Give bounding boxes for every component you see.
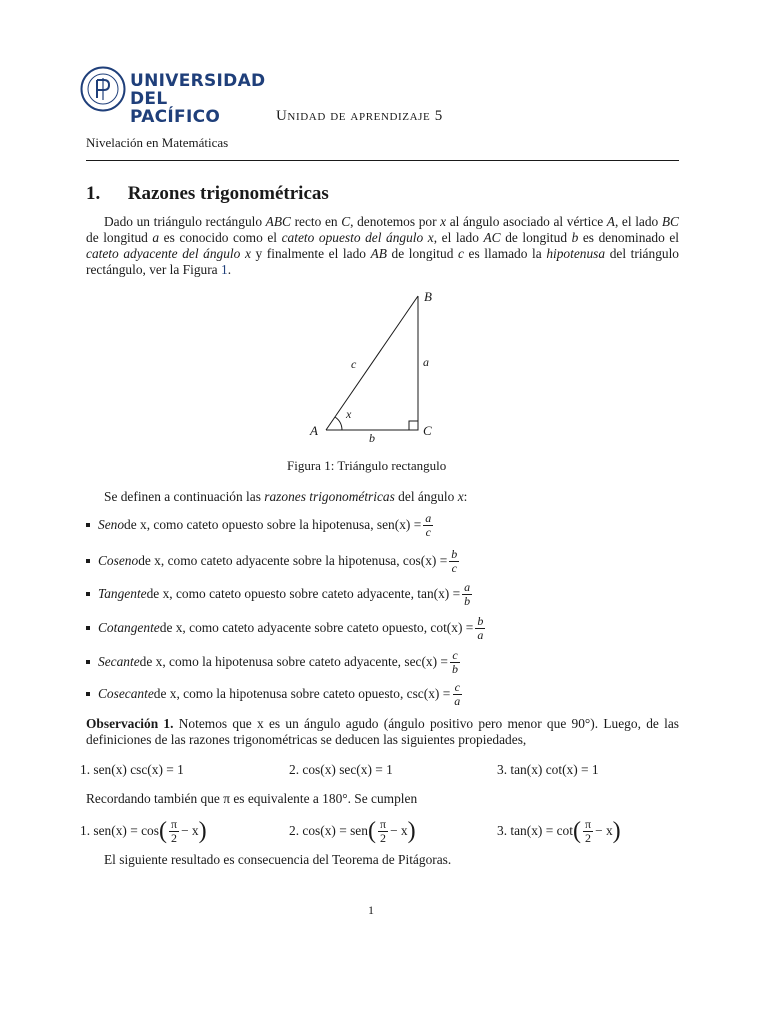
text: al ángulo asociado al vértice [446,214,607,229]
numerator: c [452,647,458,662]
denominator: a [477,627,484,642]
function-name: Cotangente [98,620,160,635]
text: de longitud [500,230,572,245]
logo-line-1: UNIVERSIDAD [130,71,266,91]
fraction [378,818,388,845]
right-paren: ) [198,818,207,844]
fraction [462,581,472,608]
identity-lhs: 2. cos(x) = sen [289,823,368,838]
page-number: 1 [368,903,374,917]
math-var: b [571,230,579,245]
denominator: c [425,524,431,539]
text: es denominado el [578,230,680,245]
math-var: AC [483,230,501,245]
denominator: a [454,693,461,708]
identity-tail: − x [595,823,613,838]
definition-text: de x, como la hipotenusa sobre cateto opuesto, csc(x) = [153,686,451,701]
figure-caption: Figura 1: Triángulo rectangulo [287,458,447,473]
label-x: x [346,407,352,421]
numerator: π [170,816,178,831]
list-item [86,511,686,539]
math-var: AB [370,246,387,261]
label-A: A [310,423,318,438]
text: del ángulo [394,489,458,504]
bullet-icon [86,523,90,527]
identity-item: 3. tan(x) cot(x) = 1 [497,762,599,777]
fraction [423,512,433,539]
definition-text: de x, como la hipotenusa sobre cateto adyacente, sec(x) = [139,654,448,669]
course-name: Nivelación en Matemáticas [86,135,229,150]
left-paren: ( [367,818,376,844]
emphasis: cateto adyacente del ángulo x [86,246,251,261]
fraction [169,818,179,845]
recall-text: Recordando también que π es equivalente a 180°. Se cumplen [86,791,418,806]
definitions-intro [104,489,679,505]
closing-text: El siguiente resultado es consecuencia del Teorema de Pitágoras. [104,852,452,867]
fraction [449,548,459,575]
right-angle-mark [409,421,418,430]
denominator: c [451,560,457,575]
text: , el lado [614,214,662,229]
function-name: Secante [98,654,140,669]
identity-item [497,816,621,846]
label-b: b [369,431,375,445]
text: de longitud [86,230,153,245]
numerator: π [379,816,387,831]
university-seal-icon [80,66,126,112]
label-c: c [351,357,357,371]
unit-title: Unidad de aprendizaje 5 [276,108,443,124]
list-item [86,547,686,575]
identity-item: 2. cos(x) sec(x) = 1 [289,762,393,777]
math-var: C [341,214,351,229]
fraction [583,818,593,845]
identity-lhs: 3. tan(x) = cot [497,823,573,838]
math-var: x [440,214,447,229]
observation-paragraph [86,716,679,748]
university-logo [80,66,266,127]
section-title [86,183,329,205]
text: : [463,489,468,504]
function-name: Cosecante [98,686,154,701]
emphasis: cateto opuesto del ángulo x [281,230,434,245]
text: Dado un triángulo rectángulo [104,214,266,229]
math-var: c [458,246,464,261]
closing-paragraph [104,852,679,868]
definition-text: de x, como cateto adyacente sobre la hipotenusa, cos(x) = [138,553,448,568]
denominator: 2 [585,830,592,845]
right-paren: ) [407,818,416,844]
bullet-icon [86,559,90,563]
label-a: a [423,355,429,369]
identity-item: 1. sen(x) csc(x) = 1 [80,762,184,777]
fraction [452,681,462,708]
text: , denotemos por [350,214,441,229]
text: recto en [290,214,342,229]
label-C: C [423,423,432,438]
math-var: a [152,230,160,245]
triangle-figure [300,285,450,445]
definition-text: de x, como cateto opuesto sobre la hipotenusa, sen(x) = [124,517,422,532]
numerator: c [454,679,460,694]
right-paren: ) [612,818,621,844]
math-var: BC [661,214,679,229]
section-number: 1. [86,183,101,204]
list-item [86,648,686,676]
left-paren: ( [158,818,167,844]
numerator: a [425,510,432,525]
section-title-text: Razones trigonométricas [127,183,329,204]
function-name: Seno [98,517,125,532]
function-name: Tangente [98,586,147,601]
identity-tail: − x [390,823,408,838]
denominator: 2 [170,830,177,845]
list-item [86,614,686,642]
left-paren: ( [572,818,581,844]
fraction [475,615,485,642]
intro-paragraph [86,214,679,278]
list-item [86,580,686,608]
list-item [86,680,686,708]
observation-label: Observación 1. [86,716,174,731]
denominator: b [452,661,458,676]
numerator: a [464,579,471,594]
logo-line-2: DEL PACÍFICO [130,89,221,127]
text: , el lado [433,230,484,245]
angle-arc [335,417,342,430]
text: . [227,262,232,277]
identity-item [80,816,207,846]
math-var: x [457,489,464,504]
numerator: b [477,613,484,628]
emphasis: razones trigonométricas [264,489,395,504]
observation-text: Notemos que x es un ángulo agudo (ángulo positivo pero menor que 90°). Luego, de las definiciones de las razones trigonométricas se deducen las siguientes propiedades, [86,716,679,747]
math-var: ABC [265,214,291,229]
header-rule [86,160,679,161]
text: Se definen a continuación las [104,489,265,504]
text: del triángulo rectángulo, ver la Figura [86,246,679,277]
denominator: b [464,593,471,608]
identity-item [289,816,416,846]
numerator: π [584,816,592,831]
side-c [326,296,418,430]
label-B: B [424,289,432,304]
emphasis: hipotenusa [546,246,606,261]
fraction [450,649,460,676]
math-var: A [606,214,615,229]
bullet-icon [86,660,90,664]
identity-tail: − x [181,823,199,838]
text: de longitud [386,246,458,261]
text: es conocido como el [159,230,282,245]
function-name: Coseno [98,553,139,568]
definition-text: de x, como cateto adyacente sobre cateto opuesto, cot(x) = [159,620,474,635]
identity-lhs: 1. sen(x) = cos [80,823,159,838]
figure-reference-link[interactable]: 1 [220,262,228,277]
bullet-icon [86,692,90,696]
recall-paragraph [86,791,679,807]
bullet-icon [86,592,90,596]
definition-text: de x, como cateto opuesto sobre cateto adyacente, tan(x) = [146,586,461,601]
text: es llamado la [463,246,547,261]
bullet-icon [86,626,90,630]
text: y finalmente el lado [250,246,371,261]
numerator: b [451,546,458,561]
denominator: 2 [379,830,386,845]
